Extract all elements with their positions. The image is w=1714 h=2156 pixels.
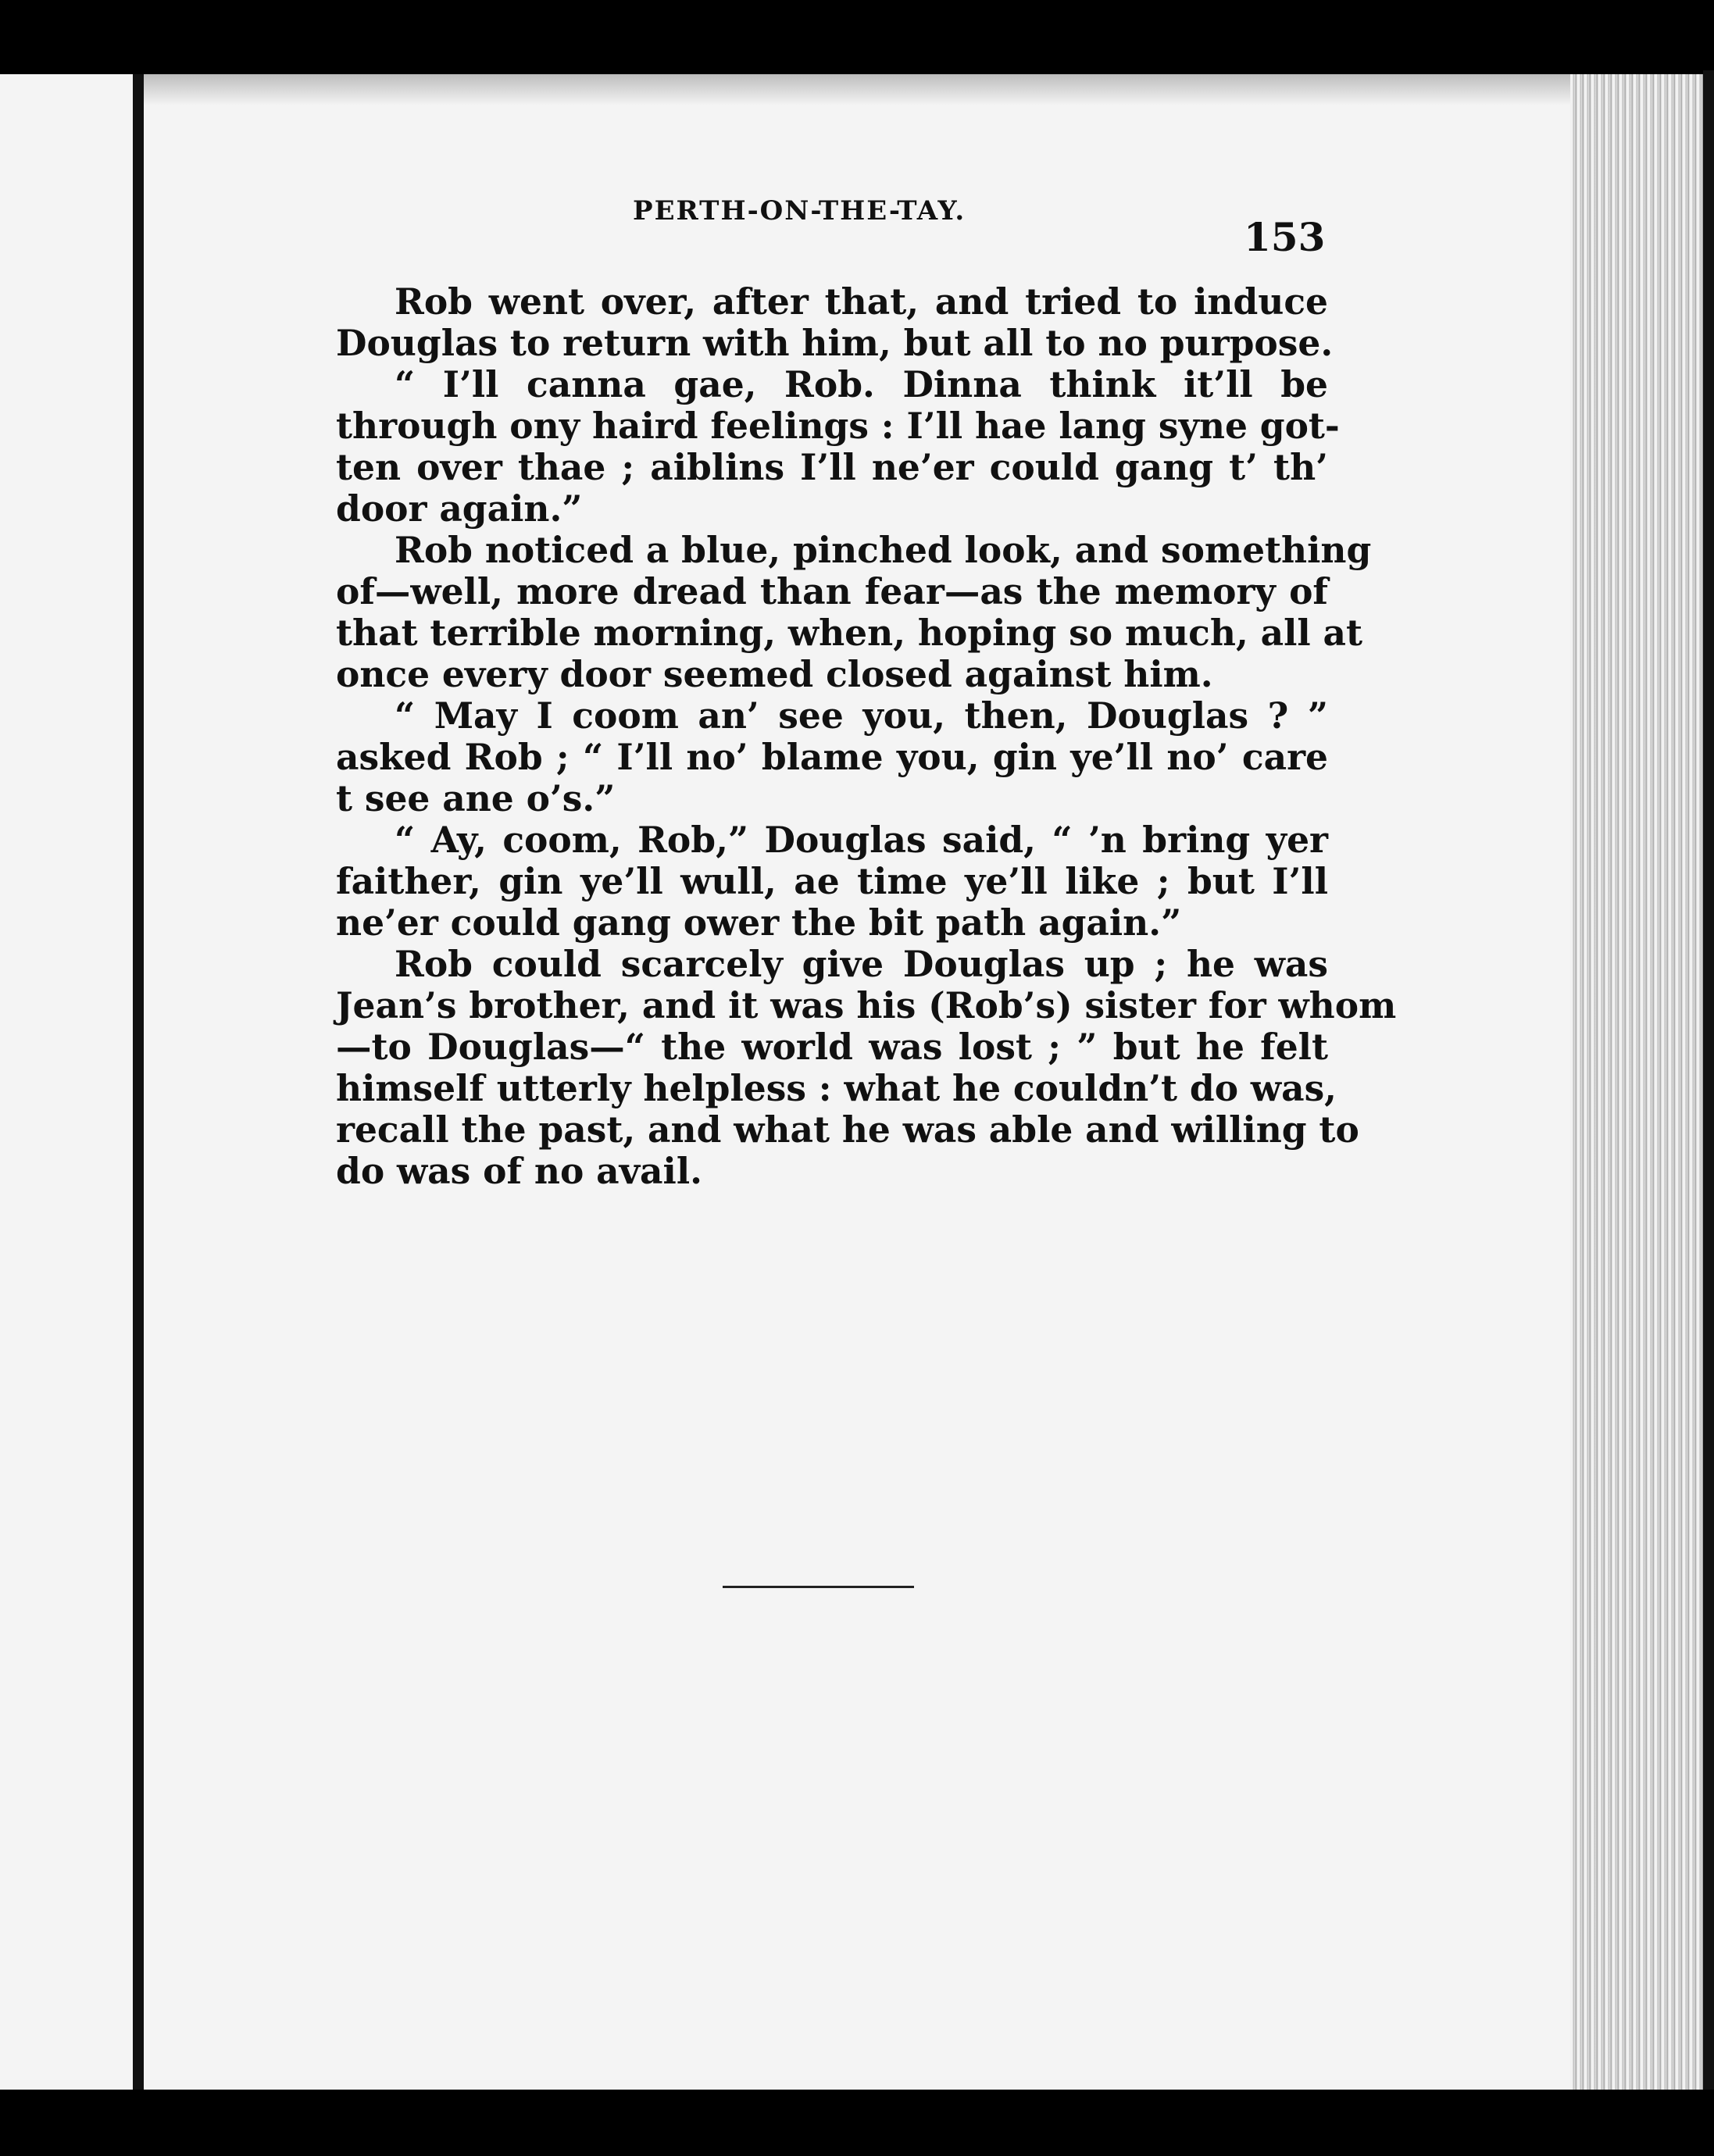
book-gutter [133, 74, 144, 2113]
page-number: 153 [1244, 214, 1326, 260]
text-line: Douglas to return with him, but all to no purpose. [336, 322, 1334, 364]
text-line: of—well, more dread than fear—as the memory of [336, 570, 1328, 612]
right-background [1703, 70, 1714, 2156]
text-line: “ May I coom an’ see you, then, Douglas ? ” [395, 694, 1328, 737]
text-line: Rob noticed a blue, pinched look, and something [395, 529, 1372, 571]
left-page-margin [0, 74, 141, 2090]
text-line: “ Ay, coom, Rob,” Douglas said, “ ’n bring yer [395, 819, 1328, 861]
text-line: ten over thae ; aiblins I’ll ne’er could gang t’ th’ [336, 446, 1328, 488]
body-text [336, 280, 1397, 1192]
text-line: asked Rob ; “ I’ll no’ blame you, gin ye’ll no’ care [336, 736, 1328, 778]
text-line: faither, gin ye’ll wull, ae time ye’ll like ; but I’ll [336, 860, 1328, 902]
text-line: Rob went over, after that, and tried to induce [395, 280, 1328, 323]
running-head: PERTH-ON-THE-TAY. [633, 195, 966, 227]
end-rule [723, 1586, 914, 1588]
text-line: once every door seemed closed against him. [336, 653, 1213, 695]
text-line: door again.” [336, 487, 583, 530]
text-line: ne’er could gang ower the bit path again.” [336, 901, 1182, 944]
text-line: do was of no avail. [336, 1150, 702, 1192]
text-line: Jean’s brother, and it was his (Rob’s) sister for whom [336, 984, 1397, 1026]
text-line: recall the past, and what he was able and willing to [336, 1108, 1359, 1151]
text-line: himself utterly helpless : what he couldn’t do was, [336, 1067, 1337, 1109]
text-line: Rob could scarcely give Douglas up ; he was [395, 943, 1328, 985]
page-top-shadow [141, 74, 1570, 105]
text-line: t see ane o’s.” [336, 777, 616, 819]
text-line: that terrible morning, when, hoping so much, all at [336, 612, 1363, 654]
page-edges [1570, 74, 1703, 2097]
text-line: —to Douglas—“ the world was lost ; ” but he felt [336, 1026, 1328, 1068]
text-line: through ony haird feelings : I’ll hae lang syne got- [336, 405, 1340, 447]
text-line: “ I’ll canna gae, Rob. Dinna think it’ll be [395, 363, 1328, 405]
bottom-background [0, 2090, 1714, 2156]
